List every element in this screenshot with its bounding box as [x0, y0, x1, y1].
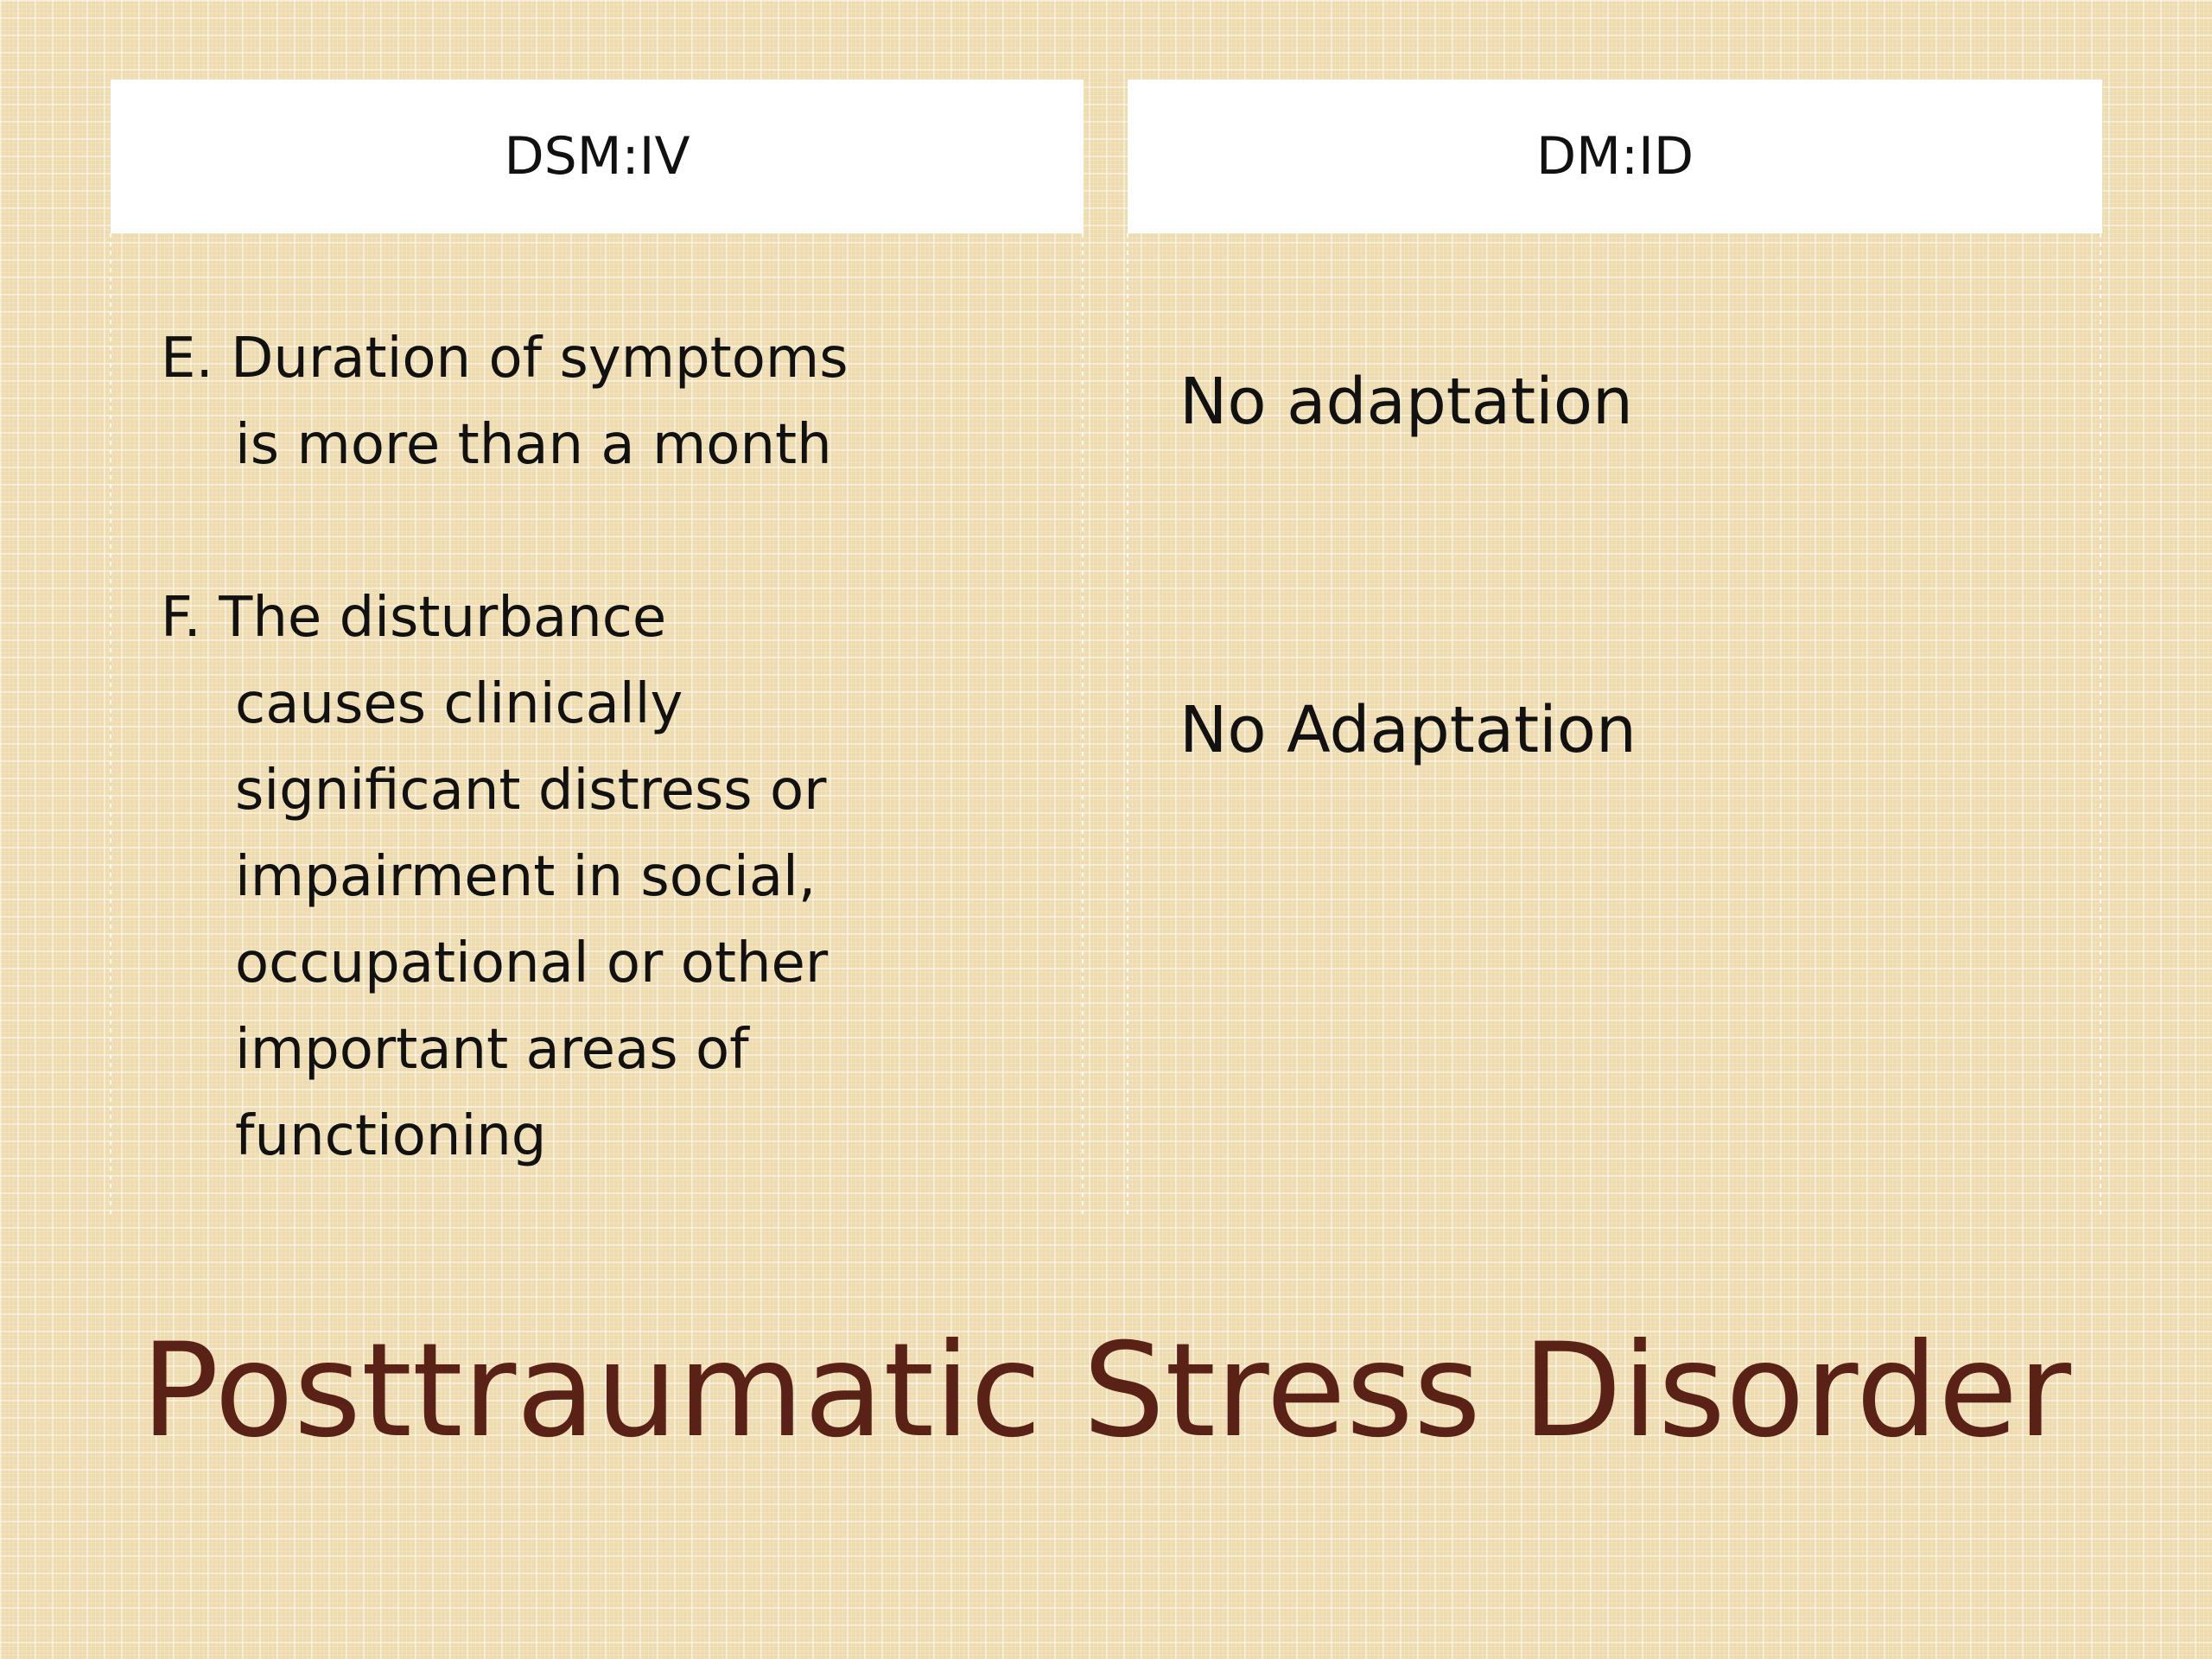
dsm-criterion-f: [161, 575, 1077, 1179]
criterion-f-continuation: causes clinically significant distress or impairment in social, occupational or other important areas of functioning: [235, 672, 829, 1168]
slide-title: Posttraumatic Stress Disorder: [141, 1316, 2071, 1466]
header-dm-id: DM:ID: [1128, 79, 2102, 233]
table-divider-right: [2100, 233, 2101, 1218]
header-dsm-iv: DSM:IV: [111, 79, 1084, 233]
dsm-criterion-e: [161, 315, 1077, 488]
dmid-adaptation-f: No Adaptation: [1179, 693, 1637, 767]
table-divider-left: [110, 233, 111, 1218]
dmid-adaptation-e: No adaptation: [1179, 365, 1633, 439]
criterion-e-continuation: is more than a month: [235, 413, 832, 477]
criterion-e-first-line: E. Duration of symptoms: [161, 327, 849, 391]
table-divider-center-left: [1082, 233, 1084, 1218]
table-divider-center-right: [1127, 233, 1128, 1218]
criterion-f-first-line: F. The disturbance: [161, 586, 667, 650]
